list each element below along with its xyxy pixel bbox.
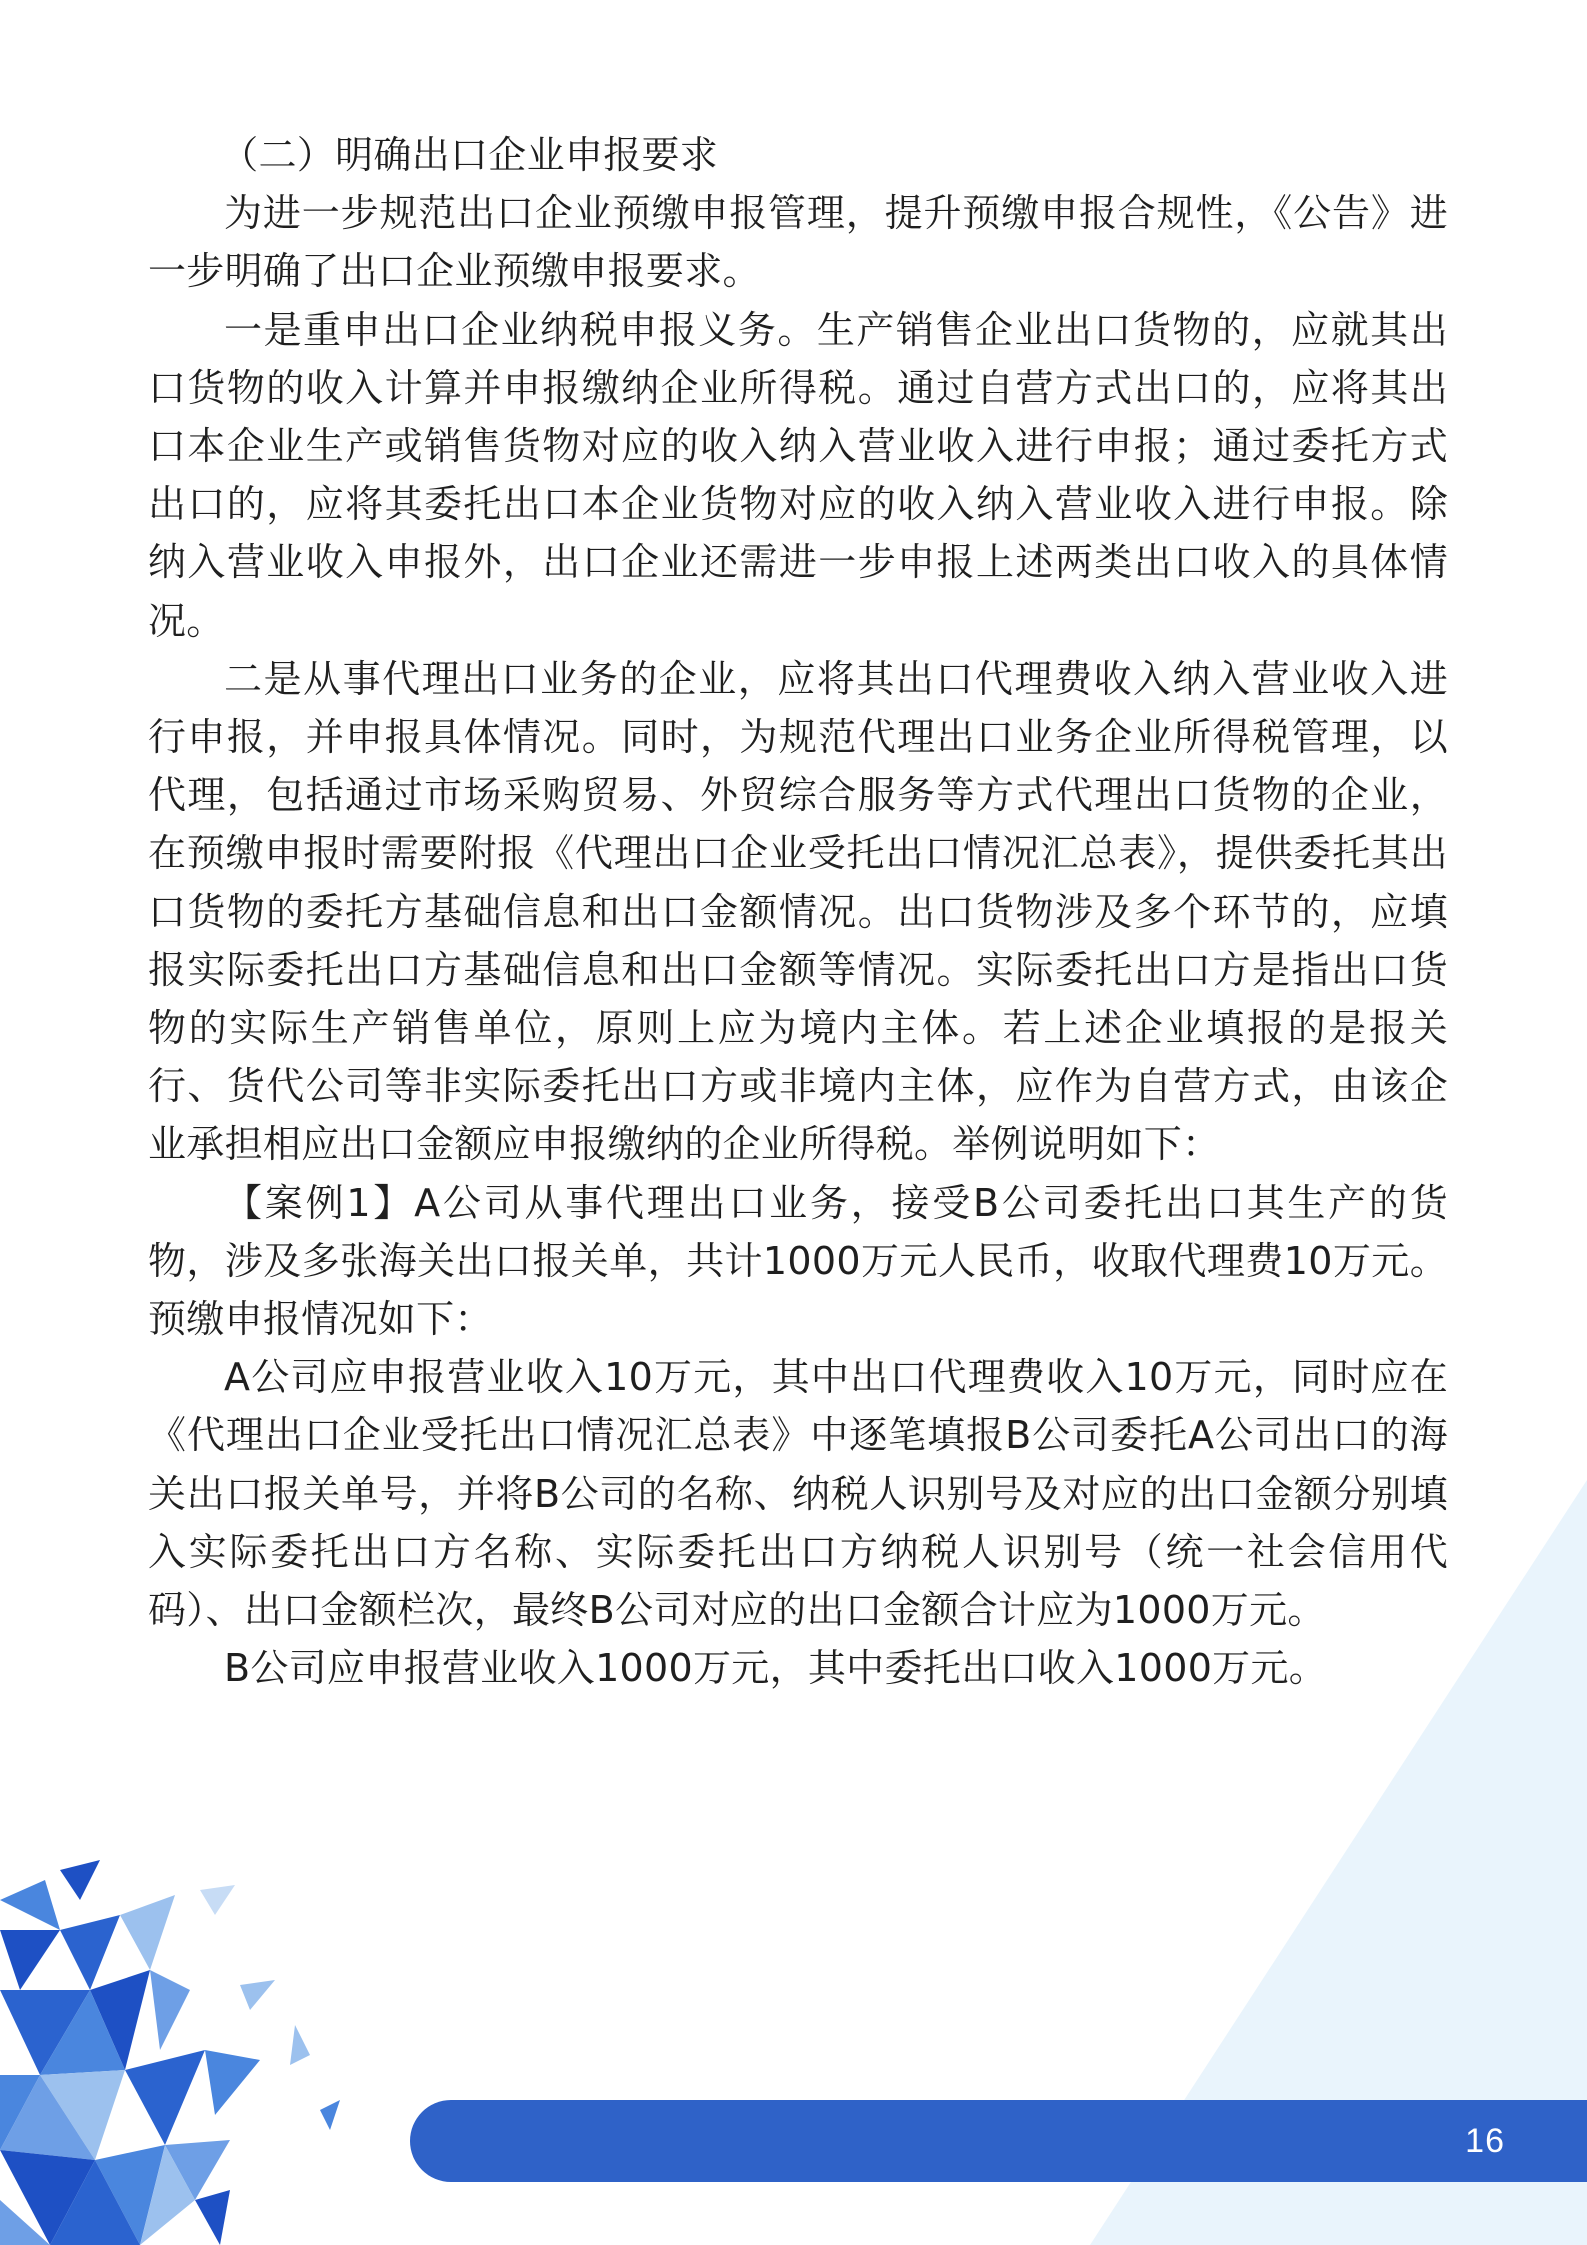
footer-page-bar xyxy=(410,2100,1587,2182)
paragraph-point-two: 二是从事代理出口业务的企业，应将其出口代理费收入纳入营业收入进行申报，并申报具体情况。同时，为规范代理出口业务企业所得税管理，以代理，包括通过市场采购贸易、外贸综合服务等方式代理出口货物的企业，在预缴申报时需要附报《代理出口企业受托出口情况汇总表》，提供委托其出口货物的委托方基础信息和出口金额情况。出口货物涉及多个环节的，应填报实际委托出口方基础信息和出口金额等情况。实际委托出口方是指出口货物的实际生产销售单位，原则上应为境内主体。若上述企业填报的是报关行、货代公司等非实际委托出口方或非境内主体，应作为自营方式，由该企业承担相应出口金额应申报缴纳的企业所得税。举例说明如下： xyxy=(148,656,1448,1167)
decorative-triangles xyxy=(0,1860,420,2245)
paragraph-case-1: 【案例1】A公司从事代理出口业务，接受B公司委托出口其生产的货物，涉及多张海关出口报关单，共计1000万元人民币，收取代理费10万元。预缴申报情况如下： xyxy=(148,1180,1448,1342)
paragraph-intro: 为进一步规范出口企业预缴申报管理，提升预缴申报合规性，《公告》进一步明确了出口企业预缴申报要求。 xyxy=(148,191,1448,294)
page-number: 16 xyxy=(1465,2122,1505,2160)
paragraph-company-b: B公司应申报营业收入1000万元，其中委托出口收入1000万元。 xyxy=(224,1646,1328,1691)
section-heading: （二）明确出口企业申报要求 xyxy=(220,133,719,177)
document-body xyxy=(148,126,1448,1697)
paragraph-company-a: A公司应申报营业收入10万元，其中出口代理费收入10万元，同时应在《代理出口企业受托出口情况汇总表》中逐笔填报B公司委托A公司出口的海关出口报关单号，并将B公司的名称、纳税人识别号及对应的出口金额分别填入实际委托出口方名称、实际委托出口方纳税人识别号（统一社会信用代码）、出口金额栏次，最终B公司对应的出口金额合计应为1000万元。 xyxy=(148,1355,1448,1633)
paragraph-point-one: 一是重申出口企业纳税申报义务。生产销售企业出口货物的，应就其出口货物的收入计算并申报缴纳企业所得税。通过自营方式出口的，应将其出口本企业生产或销售货物对应的收入纳入营业收入进行申报；通过委托方式出口的，应将其委托出口本企业货物对应的收入纳入营业收入进行申报。除纳入营业收入申报外，出口企业还需进一步申报上述两类出口收入的具体情况。 xyxy=(148,307,1448,643)
